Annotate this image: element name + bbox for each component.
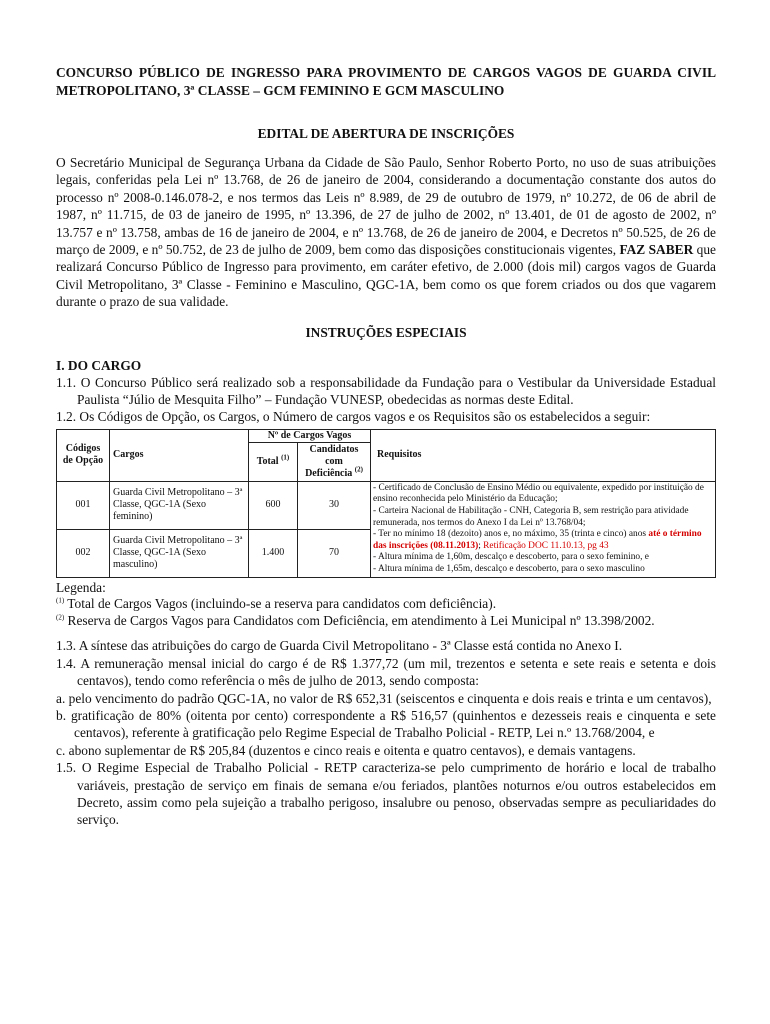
item-1-4: 1.4. A remuneração mensal inicial do cargo é de R$ 1.377,72 (um mil, trezentos e setenta e sete reais e setenta e dois centavos), tendo como referência o mês de julho de 2013, sendo composta: — [56, 655, 716, 689]
row-1-cargo: Guarda Civil Metropolitano – 3ª Classe, QGC-1A (Sexo feminino) — [110, 481, 249, 529]
header-requisitos: Requisitos — [371, 429, 716, 481]
header-vagas: Nº de Cargos Vagos — [249, 429, 371, 442]
header-total-label: Total — [256, 455, 279, 467]
header-total-sup: (1) — [281, 453, 290, 462]
header-deficiencia-sup: (2) — [354, 465, 363, 474]
requisito-altura-feminino: - Altura mínima de 1,60m, descalço e descoberto, para o sexo feminino, e — [373, 552, 649, 563]
requisito-ensino-medio: - Certificado de Conclusão de Ensino Médio ou equivalente, expedido por instituição de ensino reconhecida pelo Ministério da Educação; — [373, 482, 704, 505]
cargo-heading: I. DO CARGO — [56, 357, 142, 373]
intro-text-after: que realizará Concurso Público de Ingresso para provimento, em caráter efetivo, de 2.000 (dois mil) cargos vagos de Guarda Civil Metropolitano, 3ª Classe - Feminino e Masculino, QGC-1A, bem como os que forem criados ou dos que vagarem durante o prazo de sua validade. — [56, 242, 716, 310]
item-1-5: 1.5. O Regime Especial de Trabalho Policial - RETP caracteriza-se pelo cumprimento de horário e local de trabalho variáveis, prestação de serviço em finais de semana e/ou feriados, plantões noturnos e/ou outros estabelecidos em Decreto, assim como pela sujeição a trabalho perigoso, insalubre ou penoso, observadas sempre as peculiaridades do serviço. — [56, 760, 716, 828]
table-row — [57, 481, 716, 529]
document-page — [56, 64, 716, 829]
header-total — [249, 442, 298, 481]
requisito-idade-text: - Ter no mínimo 18 (dezoito) anos e, no máximo, 35 (trinta e cinco) anos — [373, 529, 647, 540]
requisito-idade — [373, 529, 713, 552]
requisito-idade-end: ; — [478, 540, 481, 551]
section-title: INSTRUÇÕES ESPECIAIS — [305, 324, 467, 340]
header-cargos: Cargos — [110, 429, 249, 481]
requisito-idade-prazo: até o término das inscrições (08.11.2013) — [373, 529, 702, 551]
edital-subtitle: EDITAL DE ABERTURA DE INSCRIÇÕES — [257, 126, 515, 141]
item-b: b. gratificação de 80% (oitenta por cento) correspondente a R$ 516,57 (quinhentos e dezesseis reais e cinquenta e sete centavos), referente à gratificação pelo Regime Especial de Trabalho Policial - RETP, Lei n.º 13.768/2004, e — [56, 708, 716, 741]
faz-saber-emphasis: FAZ SABER — [619, 242, 694, 258]
row-2-codigo: 002 — [57, 529, 110, 577]
table-header-row — [57, 429, 716, 442]
item-1-2: 1.2. Os Códigos de Opção, os Cargos, o Número de cargos vagos e os Requisitos são os estabelecidos a seguir: — [56, 409, 651, 425]
header-deficiencia — [298, 442, 371, 481]
row-2-deficiencia: 70 — [298, 529, 371, 577]
legend-note-2 — [56, 613, 716, 630]
item-1-1: 1.1. O Concurso Público será realizado sob a responsabilidade da Fundação para o Vestibular da Universidade Estadual Paulista “Júlio de Mesquita Filho” – Fundação VUNESP, obedecidas as normas deste Edital. — [56, 374, 716, 408]
legend-note-1-sup: (1) — [56, 596, 65, 605]
row-1-deficiencia: 30 — [298, 481, 371, 529]
item-1-3: 1.3. A síntese das atribuições do cargo de Guarda Civil Metropolitano - 3ª Classe está contida no Anexo I. — [56, 638, 623, 654]
item-c: c. abono suplementar de R$ 205,84 (duzentos e cinco reais e oitenta e quatro centavos), e demais vantagens. — [56, 742, 636, 758]
header-deficiencia-label: Candidatos com Deficiência — [305, 443, 359, 479]
legend-label: Legenda: — [56, 579, 106, 595]
row-1-total: 600 — [249, 481, 298, 529]
intro-paragraph — [56, 154, 716, 311]
legend-note-1-text: Total de Cargos Vagos (incluindo-se a reserva para candidatos com deficiência). — [67, 596, 497, 612]
requisito-altura-masculino: - Altura mínima de 1,65m, descalço e descoberto, para o sexo masculino — [373, 564, 645, 575]
retificacao-note: Retificação DOC 11.10.13, pg 43 — [483, 540, 609, 551]
row-2-total: 1.400 — [249, 529, 298, 577]
requisito-cnh: - Carteira Nacional de Habilitação - CNH, Categoria B, sem restrição para atividade remunerada, nos termos do Anexo I da Lei nº 13.768/04; — [373, 506, 689, 528]
legend-note-2-text: Reserva de Cargos Vagos para Candidatos com Deficiência, em atendimento à Lei Municipal nº 13.398/2002. — [67, 612, 655, 628]
item-a: a. pelo vencimento do padrão QGC-1A, no valor de R$ 652,31 (seiscentos e cinquenta e dois reais e trinta e um centavos), — [56, 690, 712, 706]
intro-text-before: O Secretário Municipal de Segurança Urbana da Cidade de São Paulo, Senhor Roberto Porto, no uso de suas atribuições legais, conferidas pela Lei nº 13.768, de 26 de janeiro de 2004, considerando a documentação constante dos autos do processo nº 2008-0.146.078-2, e nos termos das Leis nº 8.989, de 29 de outubro de 1979, nº 10.272, de 06 de abril de 1987, nº 11.715, de 03 de janeiro de 1995, nº 13.396, de 27 de julho de 2002, nº 13.401, de 01 de agosto de 2002, nº 13.757 e nº 13.758, ambas de 16 de janeiro de 2004, e nº 13.768, de 26 de janeiro de 2004, e Decretos nº 50.525, de 26 de março de 2009, e nº 50.752, de 23 de julho de 2009, bem como das disposições constitucionais vigentes, — [56, 155, 716, 258]
legend-note-1 — [56, 596, 716, 613]
legend-note-2-sup: (2) — [56, 613, 65, 622]
requisitos-cell — [371, 481, 716, 577]
row-2-cargo: Guarda Civil Metropolitano – 3ª Classe, QGC-1A (Sexo masculino) — [110, 529, 249, 577]
document-title: CONCURSO PÚBLICO DE INGRESSO PARA PROVIMENTO DE CARGOS VAGOS DE GUARDA CIVIL METROPOLITANO, 3ª CLASSE – GCM FEMININO E GCM MASCULINO — [56, 65, 716, 98]
cargos-table — [56, 429, 716, 578]
header-codigos: Códigos de Opção — [57, 429, 110, 481]
row-1-codigo: 001 — [57, 481, 110, 529]
